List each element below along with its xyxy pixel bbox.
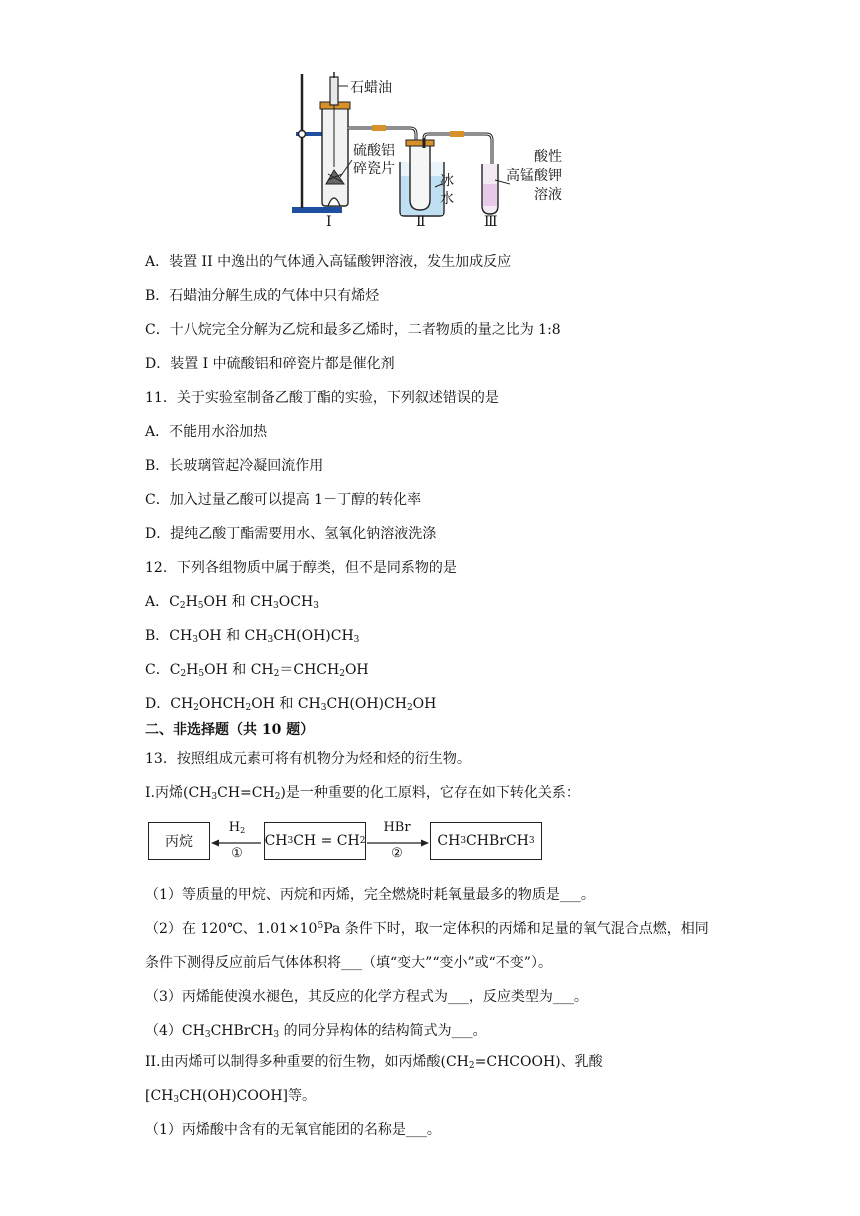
- label-ice-2: 水: [440, 191, 454, 207]
- q13-part2-line1: II.由丙烯可以制得多种重要的衍生物，如丙烯酸$(CH_2=CHCOOH)$、乳酸: [145, 1054, 603, 1071]
- label-device-3: Ⅲ: [484, 214, 498, 230]
- label-kmno4-1: 酸性: [534, 149, 562, 165]
- q10-option-c: C．十八烷完全分解为乙烷和最多乙烯时，二者物质的量之比为 1:8: [145, 322, 561, 338]
- q13-part2-sub-1: （1）丙烯酸中含有的无氧官能团的名称是___。: [145, 1122, 441, 1138]
- label-device-1: Ⅰ: [326, 214, 332, 230]
- label-hbr: HBr: [383, 820, 411, 835]
- q12-option-a: A．$C_2H_5OH$ 和 $CH_3OCH_3$: [145, 594, 319, 611]
- stand-base: [292, 207, 342, 213]
- q13-sub-1: （1）等质量的甲烷、丙烷和丙烯，完全燃烧时耗氧量最多的物质是___。: [145, 887, 595, 903]
- label-ice-1: 冰: [440, 173, 454, 189]
- q11-stem: 11．关于实验室制备乙酸丁酯的实验，下列叙述错误的是: [145, 390, 499, 406]
- q13-stem: 13．按照组成元素可将有机物分为烃和烃的衍生物。: [145, 751, 471, 767]
- label-step-2: ②: [391, 846, 403, 861]
- section-heading: 二、非选择题（共 10 题）: [145, 722, 315, 738]
- reaction-scheme: [145, 818, 545, 868]
- box-bromopropane: CH 3 CHBrCH 3: [430, 822, 542, 860]
- label-h2: $H_2$: [228, 820, 246, 835]
- q13-sub-3: （3）丙烯能使溴水褪色，其反应的化学方程式为___，反应类型为___。: [145, 989, 588, 1005]
- rubber-joint-2: [450, 131, 464, 137]
- q13-part2-line2: $[CH_3CH(OH)COOH]$等。: [145, 1088, 316, 1105]
- q12-option-c: C．$C_2H_5OH$ 和 $CH_2=CHCH_2OH$: [145, 662, 369, 679]
- rubber-joint-1: [372, 125, 386, 131]
- q10-option-a: A．装置 II 中逸出的气体通入高锰酸钾溶液，发生加成反应: [145, 254, 512, 270]
- clamp-knob: [299, 131, 306, 138]
- q10-option-d: D．装置 I 中硫酸铝和碎瓷片都是催化剂: [145, 356, 395, 372]
- label-step-1: ①: [231, 846, 243, 861]
- q11-option-d: D．提纯乙酸丁酯需要用水、氢氧化钠溶液洗涤: [145, 526, 437, 542]
- q13-sub-2-line1: （2）在 120℃、$1.01\times 10^5Pa$ 条件下时，取一定体积的丙烯和足量的氧气混合点燃，相同: [145, 921, 709, 937]
- box-propane: 丙烷: [148, 822, 210, 860]
- box-propene: CH 3 CH = CH 2: [264, 822, 366, 860]
- q12-option-b: B．$CH_3OH$ 和 $CH_3CH(OH)CH_3$: [145, 628, 360, 645]
- q13-part1-intro: I.丙烯$(CH_3CH=CH_2)$是一种重要的化工原料，它存在如下转化关系：: [145, 785, 580, 802]
- label-catalyst-1: 硫酸铝: [353, 143, 395, 159]
- tube-1: [322, 104, 348, 206]
- q11-option-b: B．长玻璃管起冷凝回流作用: [145, 458, 324, 474]
- q13-sub-4: $(4)CH_3CHBrCH_3$ 的同分异构体的结构简式为___。: [145, 1023, 487, 1040]
- label-kmno4-2: 高锰酸钾: [506, 168, 562, 184]
- label-oil: 石蜡油: [350, 80, 392, 96]
- kmno4-solution: [483, 184, 497, 206]
- u-tube: [410, 142, 430, 210]
- q10-option-b: B．石蜡油分解生成的气体中只有烯烃: [145, 288, 380, 304]
- label-catalyst-2: 碎瓷片: [353, 161, 395, 177]
- dropper: [330, 77, 338, 105]
- q13-sub-2-line2: 条件下测得反应前后气体体积将___（填“变大”“变小”或“不变”）。: [145, 955, 552, 971]
- q11-option-c: C．加入过量乙酸可以提高 1－丁醇的转化率: [145, 492, 422, 508]
- stopper-2: [406, 140, 434, 146]
- q12-stem: 12．下列各组物质中属于醇类，但不是同系物的是: [145, 560, 457, 576]
- q11-option-a: A．不能用水浴加热: [145, 424, 268, 440]
- label-kmno4-3: 溶液: [534, 187, 562, 203]
- label-device-2: Ⅱ: [416, 214, 426, 230]
- q12-option-d: D．$CH_2OHCH_2OH$ 和 $CH_3CH(OH)CH_2OH$: [145, 696, 437, 713]
